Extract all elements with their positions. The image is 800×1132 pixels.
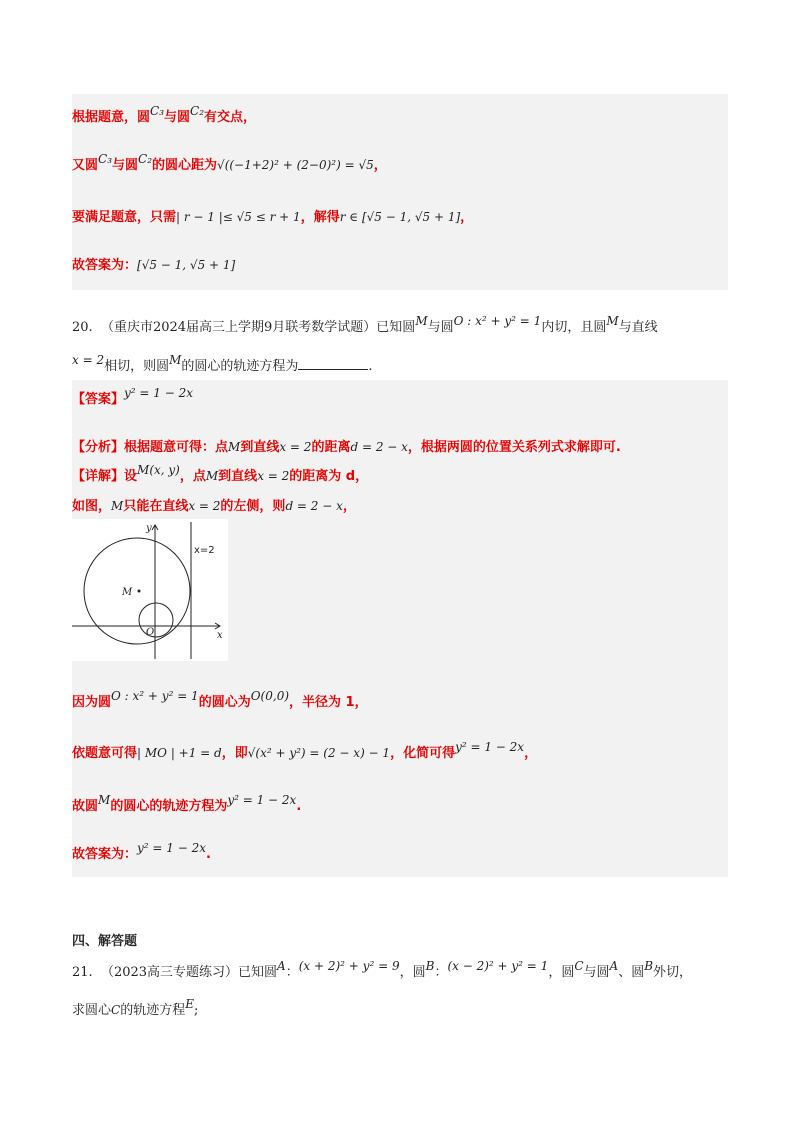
detail-line [72, 463, 369, 486]
solution-line [72, 841, 211, 864]
formula: M [98, 793, 111, 807]
formula: O : x² + y² = 1 [453, 314, 542, 328]
text: ， [524, 746, 538, 761]
text: 与圆 [583, 965, 610, 980]
text: 如图， [72, 499, 112, 514]
text: ， [342, 499, 356, 514]
figure-intro-line [72, 497, 356, 516]
formula: M [415, 314, 428, 328]
text: . [368, 359, 373, 374]
text: ，解得 [300, 210, 340, 225]
text: 设 [124, 469, 138, 484]
text: 与直线 [618, 320, 658, 335]
answer-label: 【答案】 [72, 392, 125, 407]
solution-block-19 [72, 94, 728, 290]
question-number: 20. [72, 320, 93, 335]
formula: M [111, 499, 124, 513]
answer-blank [298, 357, 368, 370]
text: ，半径为 1， [289, 695, 368, 710]
question-21-line-1 [72, 959, 693, 982]
text: 要满足题意，只需 [72, 210, 177, 225]
text: 、圆 [618, 965, 645, 980]
text: 又圆 [72, 158, 99, 173]
formula: C [111, 1003, 121, 1017]
text: . [206, 847, 211, 862]
formula: | r − 1 |≤ √5 ≤ r + 1 [176, 210, 301, 224]
text: ，点 [179, 469, 206, 484]
label-m: M [122, 587, 133, 598]
question-number: 21. [72, 965, 93, 980]
text: 与圆 [112, 158, 139, 173]
formula: C₂ [190, 104, 205, 118]
text: （2023高三专题练习）已知圆 [100, 965, 278, 980]
formula: √(x² + y²) = (2 − x) − 1 [247, 746, 391, 760]
analysis-label: 【分析】 [72, 440, 125, 455]
formula: [√5 − 1, √5 + 1] [137, 258, 236, 272]
text: ，圆 [548, 965, 575, 980]
formula: r ∈ [√5 − 1, √5 + 1] [339, 210, 461, 224]
text: ， [460, 210, 474, 225]
text: （重庆市2024届高三上学期9月联考数学试题）已知圆 [100, 320, 416, 335]
text: ，圆 [399, 965, 426, 980]
text: 根据题意可得：点 [124, 440, 229, 455]
label-line: x=2 [194, 545, 215, 556]
formula: x = 2 [188, 499, 221, 513]
text: 的圆心距为 [152, 158, 218, 173]
question-20-line-2 [72, 353, 373, 376]
detail-label: 【详解】 [72, 469, 125, 484]
solution-line [72, 152, 387, 175]
text: 的距离 [311, 440, 351, 455]
text: 根据题意，圆 [72, 110, 151, 125]
formula: M [228, 440, 241, 454]
section-title: 四、解答题 [72, 934, 138, 949]
text: 到直线 [218, 469, 258, 484]
formula: M [606, 314, 619, 328]
text: ，化简可得 [390, 746, 456, 761]
text: 的距离为 d， [289, 469, 369, 484]
text: 的圆心的轨迹方程为 [181, 359, 299, 374]
text: ，根据两圆的位置关系列式求解即可. [407, 440, 621, 455]
label-y: y [146, 523, 152, 534]
text: 的圆心的轨迹方程为 [110, 799, 228, 814]
formula: | MO | +1 = d [137, 746, 222, 760]
text: 与圆 [164, 110, 191, 125]
formula: C [574, 959, 584, 973]
solution-line [72, 256, 235, 275]
text: 相切，则圆 [104, 359, 170, 374]
formula: d = 2 − x [285, 499, 343, 513]
text: 与圆 [427, 320, 454, 335]
formula: O(0,0) [250, 689, 290, 703]
geometry-svg [72, 519, 228, 661]
text: 有交点， [204, 110, 257, 125]
formula: x = 2 [279, 440, 312, 454]
text: 外切， [653, 965, 693, 980]
formula: B [425, 959, 435, 973]
text: 故答案为： [72, 258, 138, 273]
formula: A [277, 959, 286, 973]
text: ，即 [221, 746, 248, 761]
text: 到直线 [240, 440, 280, 455]
formula: C₃ [150, 104, 165, 118]
formula: M [169, 353, 182, 367]
text: 只能在直线 [123, 499, 189, 514]
text: . [296, 799, 302, 814]
text: 求圆心 [72, 1003, 112, 1018]
circle-m [84, 538, 190, 644]
label-x: x [217, 630, 223, 641]
formula: x = 2 [72, 353, 105, 367]
solution-line [72, 208, 473, 227]
label-o: O [146, 627, 155, 638]
solution-line [72, 740, 538, 763]
solution-line [72, 104, 257, 127]
text: 因为圆 [72, 695, 112, 710]
solution-line [72, 793, 302, 816]
formula: y² = 1 − 2x [124, 386, 194, 400]
formula: B [644, 959, 654, 973]
text: 故答案为： [72, 847, 138, 862]
question-21-line-2 [72, 997, 199, 1020]
formula: y² = 1 − 2x [137, 841, 207, 855]
text: 故圆 [72, 799, 99, 814]
text: 的左侧，则 [220, 499, 286, 514]
formula: C₂ [138, 152, 153, 166]
text: 内切，且圆 [541, 320, 607, 335]
text: 的圆心为 [198, 695, 251, 710]
center-m-dot [138, 590, 141, 593]
formula: M [205, 469, 219, 483]
formula: (x − 2)² + y² = 1 [447, 959, 549, 973]
formula: M(x, y) [137, 463, 180, 477]
text: 依题意可得 [72, 746, 138, 761]
circle-o [139, 603, 173, 637]
formula: y² = 1 − 2x [455, 740, 525, 754]
solution-line [72, 689, 368, 712]
formula: C₃ [98, 152, 113, 166]
text: ： [434, 965, 448, 980]
analysis-line [72, 438, 621, 457]
formula: (x + 2)² + y² = 9 [298, 959, 400, 973]
formula: √((−1+2)² + (2−0)²) = √5 [217, 158, 374, 172]
text: ， [373, 158, 387, 173]
formula: x = 2 [257, 469, 290, 483]
question-20-line-1 [72, 314, 658, 337]
formula: A [609, 959, 619, 973]
geometry-figure [72, 519, 228, 661]
formula: y² = 1 − 2x [227, 793, 297, 807]
text: ; [193, 1003, 199, 1018]
formula: E [185, 997, 194, 1011]
answer-line [72, 386, 194, 409]
formula: O : x² + y² = 1 [111, 689, 199, 703]
text: ： [285, 965, 299, 980]
formula: d = 2 − x [350, 440, 408, 454]
text: 的轨迹方程 [120, 1003, 186, 1018]
